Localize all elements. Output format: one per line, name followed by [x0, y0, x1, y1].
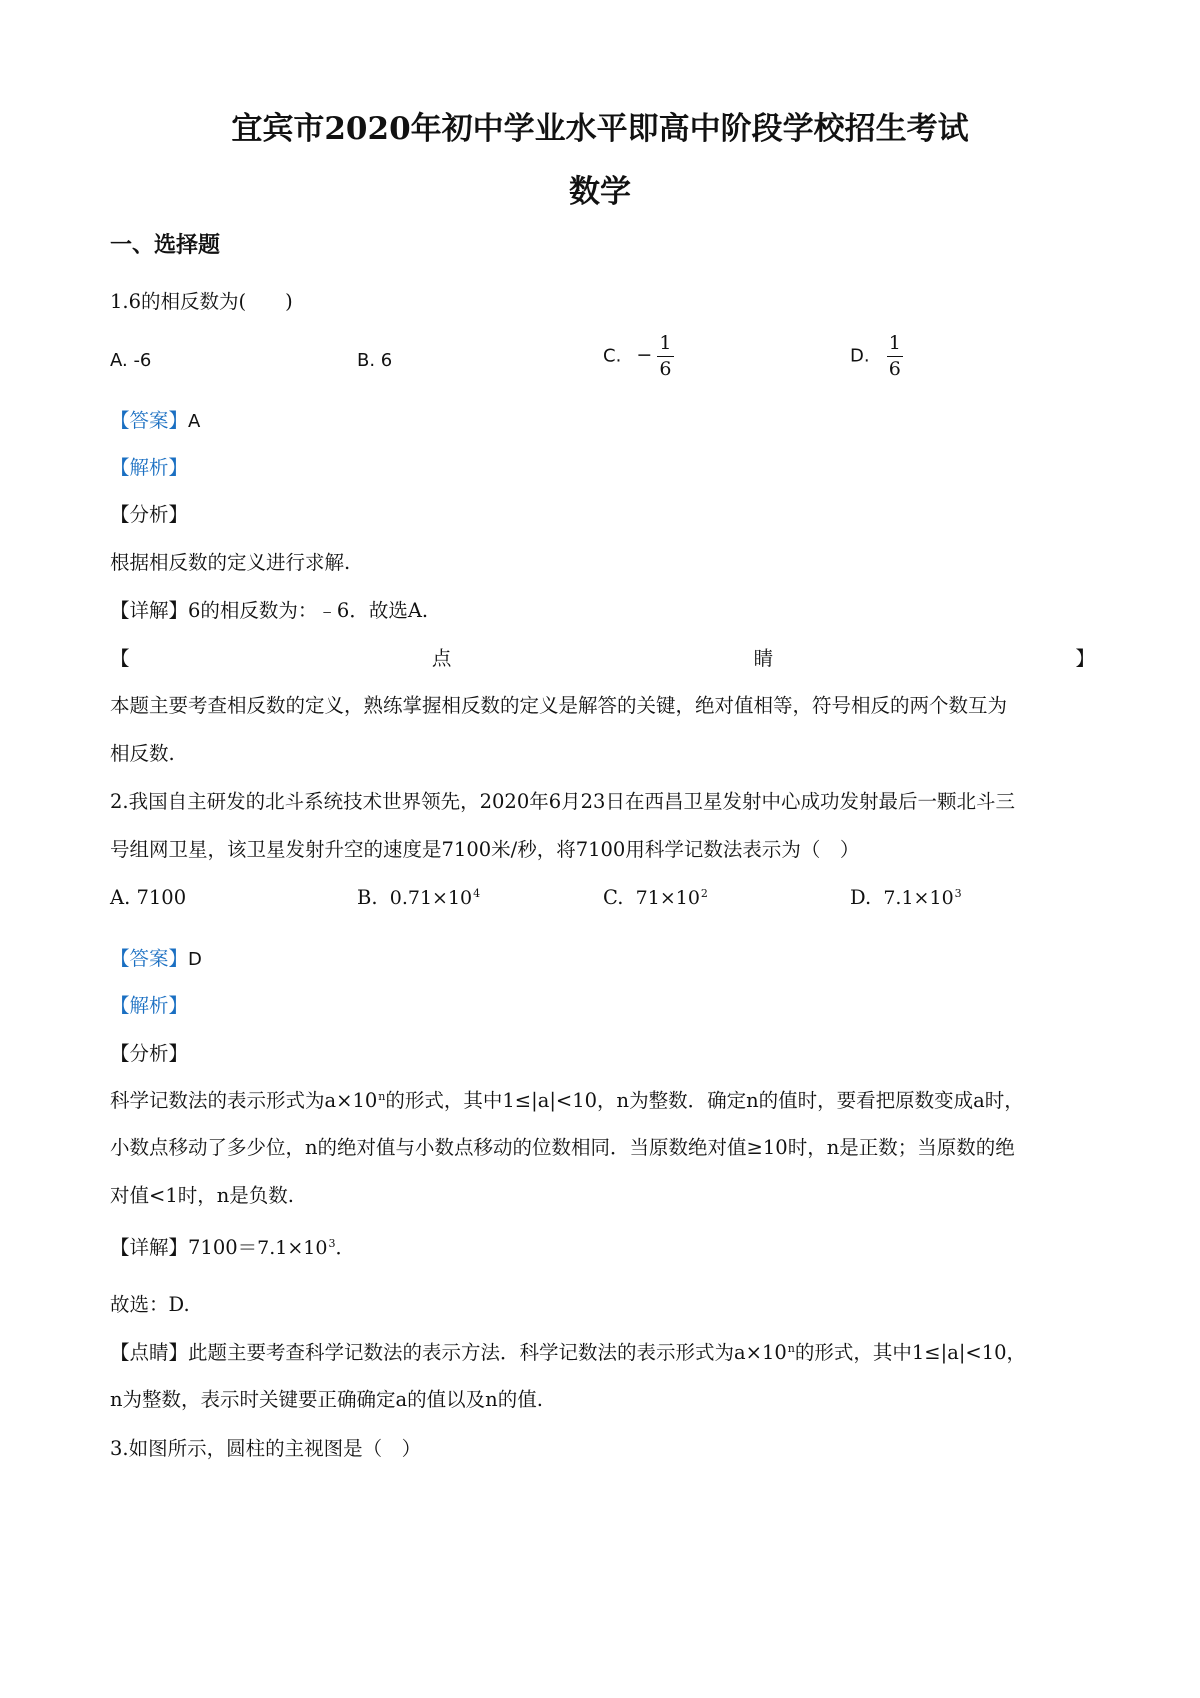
q2-option-b — [357, 886, 480, 909]
q2-fenxi-line1 — [110, 1085, 1024, 1113]
q2-option-c — [603, 886, 708, 909]
q1-option-c-fraction — [657, 334, 673, 380]
q2-option-a: A. 7100 — [110, 886, 187, 909]
q1-option-b: B. 6 — [357, 350, 393, 371]
exponent: n — [787, 1341, 795, 1355]
q2-stem-line2: 号组网卫星，该卫星发射升空的速度是7100米/秒，将7100用科学记数法表示为（ ） — [110, 838, 860, 861]
option-base: 71×10 — [635, 887, 700, 909]
bracket-open: 【 — [110, 647, 130, 670]
q1-dianjing-line1: 本题主要考查相反数的定义，熟练掌握相反数的定义是解答的关键，绝对值相等，符号相反的两个数互为 — [110, 694, 1008, 717]
section-heading: 一、选择题 — [110, 232, 221, 258]
q1-answer — [110, 405, 200, 433]
q2-jiexi-tag: 【解析】 — [110, 994, 189, 1017]
option-label: D. — [850, 886, 872, 909]
dianjing-char-2: 睛 — [753, 647, 774, 670]
q1-jiexi-tag: 【解析】 — [110, 456, 189, 479]
exam-subtitle: 数学 — [569, 174, 631, 210]
option-base: 7.1×10 — [883, 887, 954, 909]
answer-value: A — [188, 411, 201, 432]
math-base: 7.1×10 — [257, 1237, 328, 1259]
option-label: C. — [603, 886, 624, 909]
q1-dianjing-line2: 相反数. — [110, 742, 175, 765]
option-exponent: 2 — [700, 886, 708, 900]
q1-dianjing-heading — [110, 643, 1095, 671]
q1-fenxi-tag: 【分析】 — [110, 503, 189, 526]
q1-option-c-label: C. — [603, 345, 622, 367]
fraction-denominator: 6 — [659, 357, 672, 380]
fraction-denominator: 6 — [888, 357, 901, 380]
q1-stem: 1.6的相反数为( ) — [110, 290, 293, 313]
fraction-numerator: 1 — [657, 334, 673, 357]
text-segment: 【点睛】此题主要考查科学记数法的表示方法．科学记数法的表示形式为a×10 — [110, 1341, 787, 1364]
option-exponent: 4 — [473, 886, 481, 900]
q1-option-c — [603, 334, 674, 380]
q1-fenxi-text: 根据相反数的定义进行求解. — [110, 551, 351, 574]
text-segment: 【详解】7100＝ — [110, 1236, 258, 1259]
option-base: 0.71×10 — [389, 887, 473, 909]
text-segment: 的形式，其中1≤|a|<10，n为整数．确定n的值时，要看把原数变成a时， — [385, 1089, 1024, 1112]
exponent: 3 — [328, 1236, 336, 1250]
q2-option-d — [850, 886, 962, 909]
text-segment: 的形式，其中1≤|a|<10， — [794, 1341, 1027, 1364]
q1-option-d — [850, 334, 903, 380]
q2-stem-line1: 2.我国自主研发的北斗系统技术世界领先，2020年6月23日在西昌卫星发射中心成功发射最后一颗北斗三 — [110, 790, 1015, 813]
q1-option-d-fraction — [887, 334, 903, 380]
dianjing-char-1: 点 — [431, 647, 452, 670]
q1-option-a: A. -6 — [110, 350, 152, 371]
q1-option-d-label: D. — [850, 345, 870, 367]
answer-tag: 【答案】 — [110, 409, 189, 432]
text-segment: 科学记数法的表示形式为a×10 — [110, 1089, 378, 1112]
q2-xiangjie — [110, 1232, 355, 1260]
exam-title: 宜宾市2020年初中学业水平即高中阶段学校招生考试 — [231, 111, 969, 147]
answer-value: D — [188, 949, 202, 970]
q1-option-c-sign: − — [636, 344, 653, 367]
bracket-close: 】 — [1075, 647, 1095, 670]
exponent: n — [378, 1089, 386, 1103]
q2-fenxi-line2: 小数点移动了多少位，n的绝对值与小数点移动的位数相同．当原数绝对值≥10时，n是正数；当原数的绝 — [110, 1136, 1015, 1159]
q2-answer — [110, 943, 202, 971]
q3-stem: 3.如图所示，圆柱的主视图是（ ） — [110, 1437, 422, 1460]
text-segment: ． — [335, 1236, 355, 1259]
q1-xiangjie: 【详解】6的相反数为：﹣6．故选A. — [110, 599, 429, 622]
option-label: B. — [357, 886, 378, 909]
q2-dianjing-line1 — [110, 1337, 1026, 1365]
q2-fenxi-line3: 对值<1时，n是负数. — [110, 1184, 295, 1207]
q2-fenxi-tag: 【分析】 — [110, 1042, 189, 1065]
option-exponent: 3 — [954, 886, 962, 900]
q2-dianjing-line2: n为整数，表示时关键要正确确定a的值以及n的值. — [110, 1388, 543, 1411]
fraction-numerator: 1 — [887, 334, 903, 357]
q2-guxuan: 故选：D. — [110, 1293, 190, 1316]
answer-tag: 【答案】 — [110, 947, 189, 970]
